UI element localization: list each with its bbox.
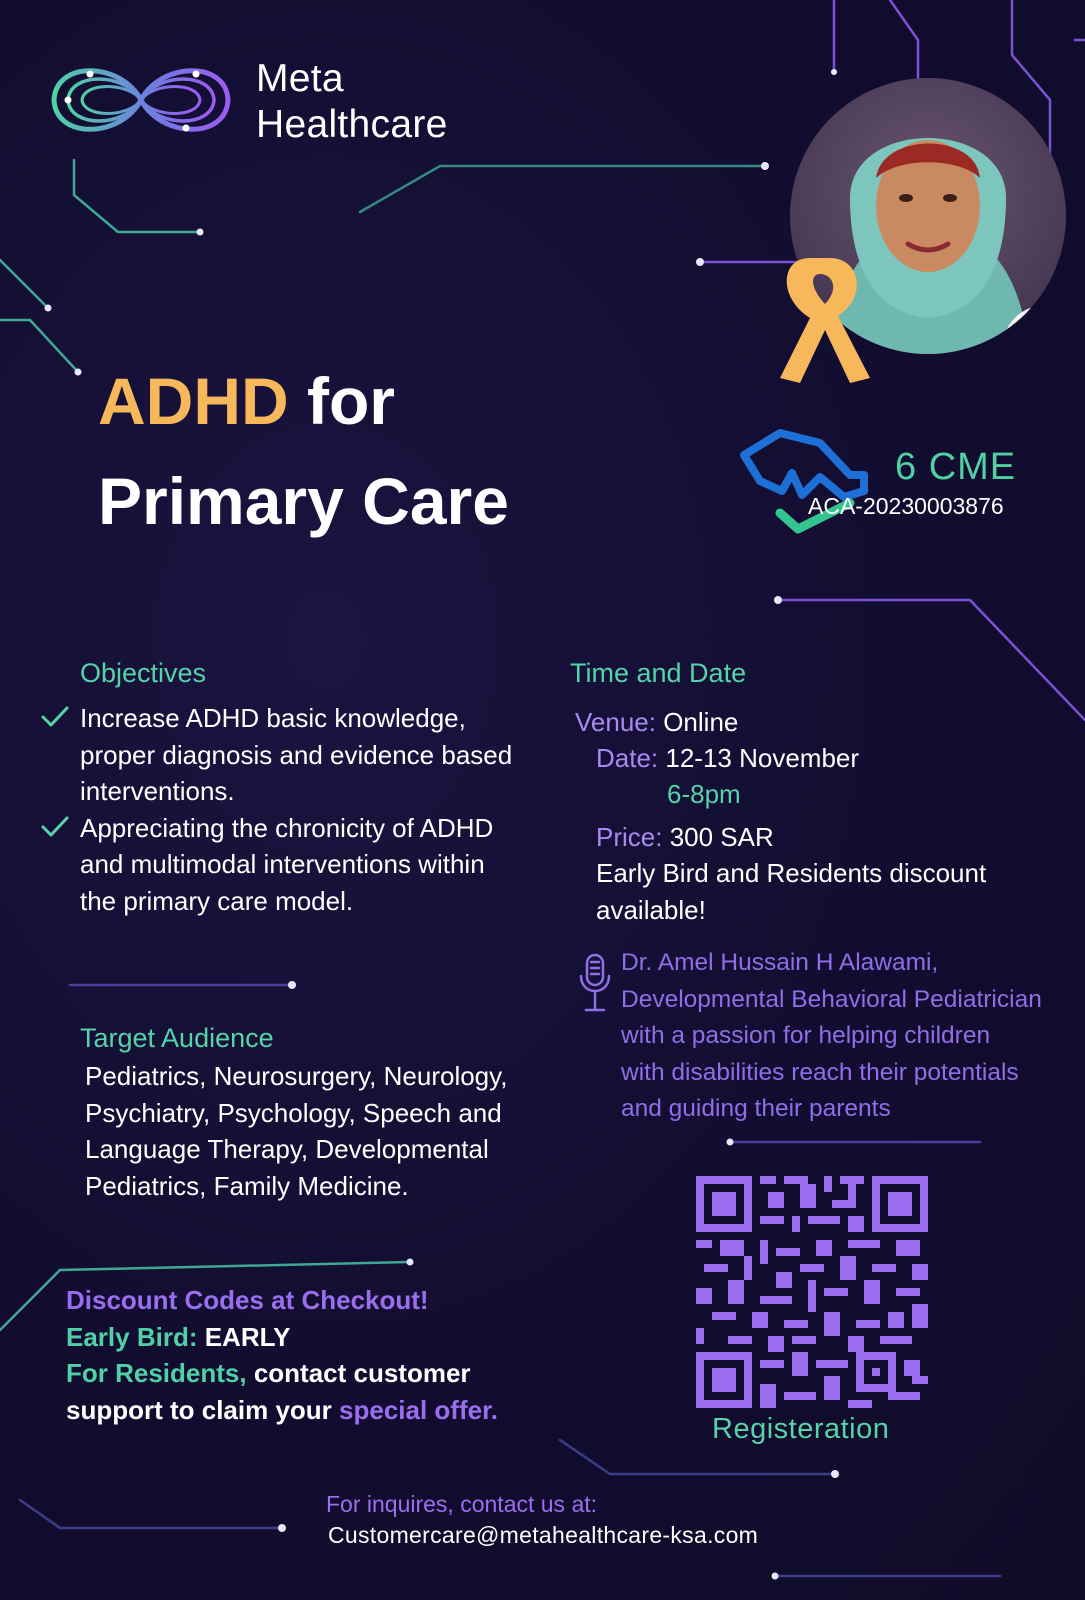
date-value: 12-13 November	[658, 743, 860, 773]
venue-label: Venue:	[575, 707, 656, 737]
brand-line1: Meta	[256, 57, 344, 100]
early-bird-row	[66, 1319, 536, 1356]
objective-text: Appreciating the chronicity of ADHD and multimodal interventions within the primary care model.	[80, 812, 494, 916]
objective-text: Increase ADHD basic knowledge, proper diagnosis and evidence based interventions.	[80, 703, 513, 806]
speaker-bio-line: Developmental Behavioral Pediatrician	[621, 985, 1042, 1013]
discount-heading: Discount Codes at Checkout!	[66, 1285, 429, 1315]
price-row	[596, 819, 774, 856]
time-date-heading: Time and Date	[570, 658, 747, 688]
contact-email-link[interactable]: Customercare@metahealthcare-ksa.com	[328, 1522, 759, 1548]
objectives-heading: Objectives	[80, 658, 207, 688]
speaker-bio-line: with a passion for helping children	[621, 1022, 991, 1049]
check-icon	[40, 814, 70, 840]
special-offer-text: special offer.	[339, 1394, 498, 1425]
qr-code-icon[interactable]	[696, 1176, 928, 1408]
speaker-name: Dr. Amel Hussain H Alawami,	[621, 949, 939, 976]
cme-accreditation-logo-icon	[740, 425, 890, 555]
speaker-bio-line: with disabilities reach their potentials	[621, 1058, 1019, 1086]
residents-label: For Residents,	[66, 1358, 247, 1388]
cme-code: ACA-20230003876	[808, 493, 1004, 519]
microphone-icon	[578, 952, 612, 1014]
date-row	[596, 740, 859, 777]
early-bird-label: Early Bird:	[66, 1321, 205, 1352]
discount-block	[66, 1282, 536, 1428]
contact-prompt: For inquires, contact us at:	[326, 1491, 598, 1517]
date-label: Date:	[596, 743, 659, 773]
residents-row	[66, 1355, 536, 1428]
speaker-bio-line: and guiding their parents	[621, 1095, 891, 1122]
price-value: 300 SAR	[662, 822, 774, 852]
brand-name	[256, 56, 448, 148]
time-value: 6-8pm	[667, 779, 741, 809]
venue-row	[575, 704, 738, 741]
registration-label[interactable]: Registeration	[712, 1413, 890, 1445]
speaker-bio	[621, 945, 1081, 1128]
early-bird-code: EARLY	[204, 1321, 291, 1352]
discount-note: Early Bird and Residents discount available!	[596, 858, 987, 925]
infinity-logo-icon	[46, 52, 236, 148]
target-audience-heading: Target Audience	[80, 1023, 274, 1053]
venue-value: Online	[655, 707, 739, 737]
residents-text: contact customer support to claim your	[66, 1358, 471, 1425]
title-accent: ADHD	[98, 364, 289, 438]
check-icon	[40, 704, 70, 730]
target-audience-text: Pediatrics, Neurosurgery, Neurology, Psychiatry, Psychology, Speech and Language Therapy, Developmental Pediatrics, Family Medicine.	[85, 1061, 508, 1201]
price-label: Price:	[596, 822, 663, 852]
list-item	[40, 810, 520, 920]
page-title-line2: Primary Care	[98, 464, 509, 538]
page-title-line1	[98, 362, 395, 440]
list-item	[40, 700, 520, 810]
awareness-ribbon-icon	[770, 248, 880, 388]
objectives-list	[40, 700, 520, 919]
cme-label: 6 CME	[895, 446, 1017, 488]
brand-line2: Healthcare	[256, 103, 448, 146]
title-rest: for	[288, 364, 395, 438]
